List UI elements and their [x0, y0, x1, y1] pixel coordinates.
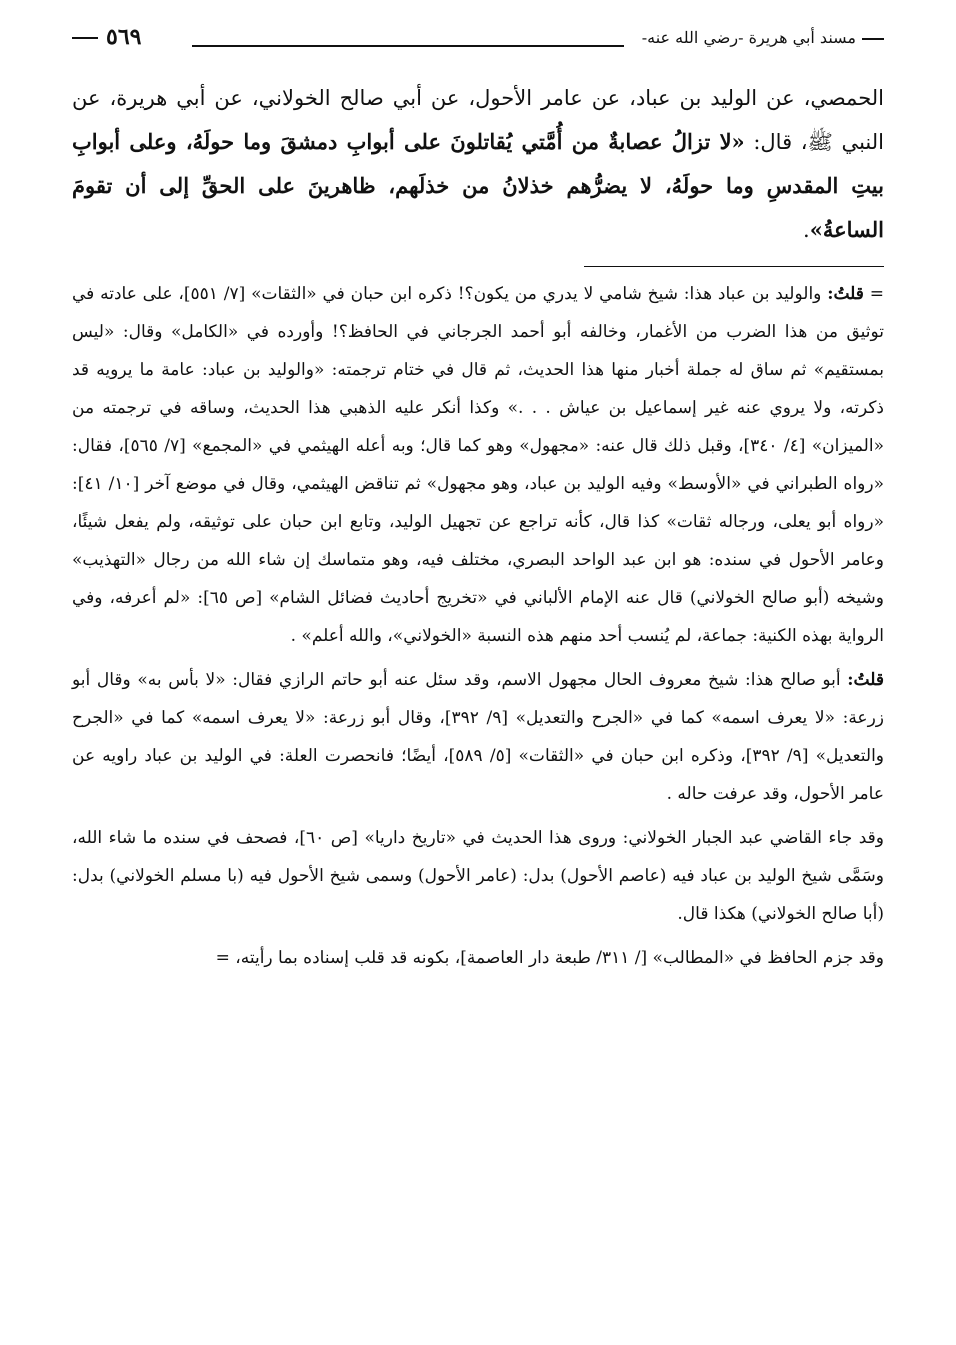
footnote-rule: [584, 266, 884, 267]
hadith-text: «لا تزالُ عصابةٌ من أُمَّتي يُقاتلونَ على أبوابِ دمشقَ وما حولَهُ، وعلى أبوابِ بيتِ المقدسِ وما حولَهُ، لا يضرُّهم خذلانُ من خذلَهم، ظاهرينَ على الحقِّ إلى أن تقومَ الساعةُ»: [72, 129, 884, 242]
isnad-text: الحمصي، عن الوليد بن عباد، عن عامر الأحول، عن أبي صالح الخولاني، عن أبي هريرة، عن النبي ﷺ، قال:: [72, 86, 884, 154]
page-header: [72, 22, 884, 62]
note-text: والوليد بن عباد هذا: شيخ شامي لا يدري من يكون؟! ذكره ابن حبان في «الثقات» [٧/ ٥٥١]، على عادته في توثيق من هذا الضرب من الأغمار، وخالفه أبو أحمد الجرجاني في الحافظ؟! وأورده في «الكامل» وقال: «ليس بمستقيم» ثم ساق له جملة أخبار منها هذا الحديث، ثم قال في ختام ترجمته: «والوليد بن عباد: عامة ما يرويه قد ذكرته، ولا يروي عنه غير إسماعيل بن عياش . . .» وكذا أنكر عليه الذهبي هذا الحديث، وساقه في ترجمته من «الميزان» [٤/ ٣٤٠]، وقبل ذلك قال عنه: «مجهول» وهو كما قال؛ وبه أعله الهيثمي في «المجمع» [٧/ ٥٦٥]، فقال: «رواه الطبراني في «الأوسط» وفيه الوليد بن عباد، وهو مجهول» ثم تناقض الهيثمي، وقال في موضع آخر [١٠/ ٤١]: «رواه أبو يعلى، ورجاله ثقات» كذا قال، كأنه تراجع عن تجهيل الوليد، وتابع ابن حبان على توثيقه، ولم يفعل شيئًا، وعامر الأحول في سنده: هو ابن عبد الواحد البصري، مختلف فيه، وهو متماسك إن شاء الله من رجال «التهذيب» وشيخه (أبو صالح الخولاني) قال عنه الإمام الألباني في «تخريج أحاديث فضائل الشام» [ص ٦٥]: «لم أعرفه، وفي الرواية بهذه الكنية: جماعة، لم يُنسب أحد منهم هذه النسبة «الخولاني»، والله أعلم» .: [72, 284, 884, 646]
page-number-text: ٥٦٩: [106, 24, 142, 50]
note-paragraph-1: [72, 275, 884, 655]
note-paragraph-2: [72, 661, 884, 813]
note-text: أبو صالح هذا: شيخ معروف الحال مجهول الاسم، وقد سئل عنه أبو حاتم الرازي فقال: «لا بأس به» وقال أبو زرعة: «لا يعرف اسمه» كما في «الجرح والتعديل» [٩/ ٣٩٢]، وقال أبو زرعة: «لا يعرف اسمه» كما في «الجرح والتعديل» [٩/ ٣٩٢]، وذكره ابن حبان في «الثقات» [٥/ ٥٨٩]، أيضًا؛ فانحصرت العلة: في الوليد بن عباد راويه عن عامر الأحول، وقد عرفت حاله .: [72, 670, 885, 804]
note-text: وقد جزم الحافظ في «المطالب» [/ ٣١١/ طبعة دار العاصمة]، بكونه قد قلب إسناده بما رأيته، =: [215, 948, 884, 968]
header-rule: [192, 45, 624, 47]
continuation-marker: =: [869, 284, 884, 304]
note-paragraph-3: [72, 819, 884, 933]
main-end: .: [803, 218, 810, 242]
main-text: [72, 76, 884, 252]
note-label: قلتُ:: [847, 670, 884, 690]
running-title-text: مسند أبي هريرة -رضي الله عنه-: [641, 28, 856, 47]
note-text: وقد جاء القاضي عبد الجبار الخولاني: وروى هذا الحديث في «تاريخ داريا» [ص ٦٠]، فصحف في سنده ما شاء الله، وسَمَّى شيخ الوليد بن عباد فيه (عاصم الأحول) بدل: (عامر الأحول) وسمى شيخ الأحول فيه (با مسلم الخولاني) بدل: (أبا صالح الخولاني) هكذا قال.: [72, 828, 884, 924]
running-title: [642, 28, 884, 47]
header-dash-left: [72, 37, 98, 39]
page-number: [72, 24, 141, 50]
note-paragraph-4: [72, 939, 884, 977]
footnotes: [72, 275, 884, 977]
header-dash-right: [862, 38, 884, 40]
note-label: قلتُ:: [827, 284, 864, 304]
book-page: [72, 22, 884, 1322]
